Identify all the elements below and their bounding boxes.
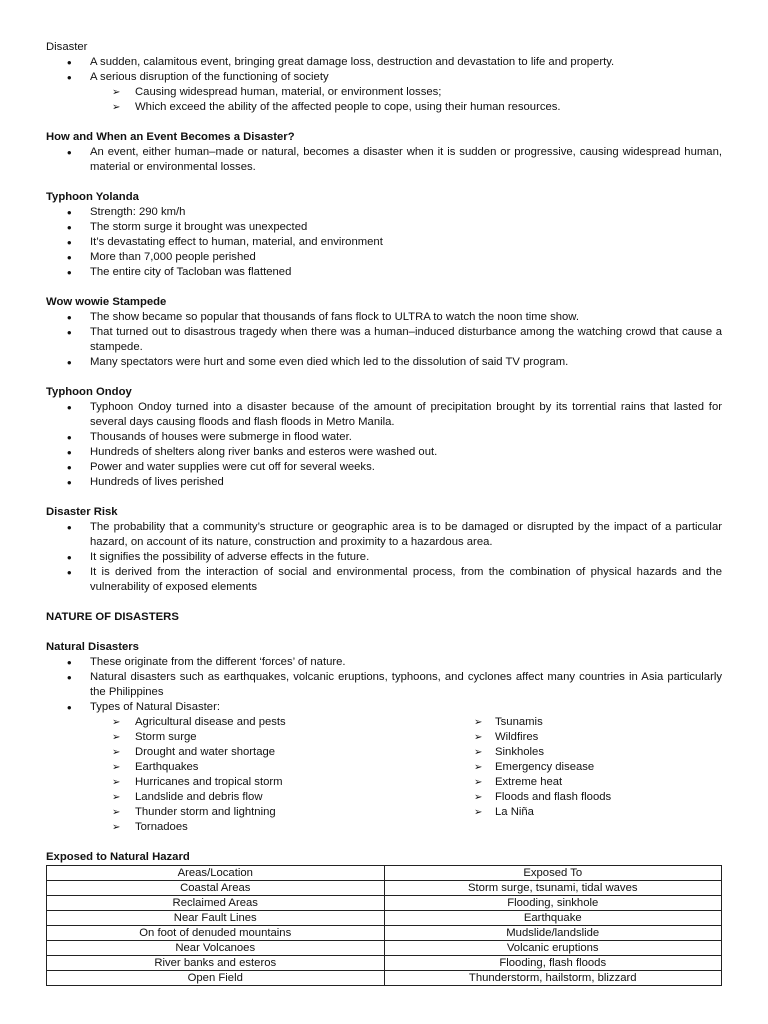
section-nature-of-disasters: [46, 610, 722, 625]
list-item: • Typhoon Ondoy turned into a disaster because of the amount of precipitation brought by its torrential rains that lasted for several days causing floods and flash floods in Metro Manila.: [46, 400, 722, 430]
section-title: How and When an Event Becomes a Disaster?: [46, 131, 295, 143]
list-item: • More than 7,000 people perished: [46, 250, 722, 265]
section-disaster-risk: [46, 505, 722, 595]
table-cell: Flooding, sinkhole: [384, 896, 722, 911]
section-title: Typhoon Ondoy: [46, 386, 132, 398]
list-item: • The show became so popular that thousands of fans flock to ULTRA to watch the noon time show.: [46, 310, 722, 325]
sub-list-item: ➢ Causing widespread human, material, or environment losses;: [46, 85, 722, 100]
section-wowowie-stampede: [46, 295, 722, 370]
section-disaster: [46, 40, 722, 115]
bullet-list: [46, 520, 722, 595]
exposure-table: [46, 865, 722, 986]
list-item: • The storm surge it brought was unexpected: [46, 220, 722, 235]
list-item: • Power and water supplies were cut off for several weeks.: [46, 460, 722, 475]
bullet-list: [46, 400, 722, 490]
section-typhoon-ondoy: [46, 385, 722, 490]
list-item: • A sudden, calamitous event, bringing great damage loss, destruction and devastation to life and property.: [46, 55, 722, 70]
list-item: • Many spectators were hurt and some even died which led to the dissolution of said TV program.: [46, 355, 722, 370]
section-natural-disasters: [46, 640, 722, 835]
table-header-row: [47, 866, 722, 881]
list-item: • An event, either human–made or natural, becomes a disaster when it is sudden or progressive, causing widespread human, material or environmental losses.: [46, 145, 722, 175]
sub-list-item: ➢ La Niña: [452, 805, 722, 820]
sub-list-item: ➢ Hurricanes and tropical storm: [46, 775, 452, 790]
table-row: [47, 956, 722, 971]
table-cell: Flooding, flash floods: [384, 956, 722, 971]
table-row: [47, 971, 722, 986]
sub-list-item: ➢ Floods and flash floods: [452, 790, 722, 805]
sub-list-item: ➢ Emergency disease: [452, 760, 722, 775]
section-how-and-when: [46, 130, 722, 175]
table-row: [47, 881, 722, 896]
section-title: Disaster Risk: [46, 506, 118, 518]
table-row: [47, 941, 722, 956]
section-typhoon-yolanda: [46, 190, 722, 280]
disaster-types-right: [452, 715, 722, 835]
table-row: [47, 926, 722, 941]
list-item: • That turned out to disastrous tragedy when there was a human–induced disturbance among the watching crowd that cause a stampede.: [46, 325, 722, 355]
table-cell: Storm surge, tsunami, tidal waves: [384, 881, 722, 896]
table-cell: River banks and esteros: [47, 956, 385, 971]
table-cell: Earthquake: [384, 911, 722, 926]
list-item: • It’s devastating effect to human, material, and environment: [46, 235, 722, 250]
section-title: Natural Disasters: [46, 641, 139, 653]
table-cell: Reclaimed Areas: [47, 896, 385, 911]
sub-list-item: ➢ Tsunamis: [452, 715, 722, 730]
column-header: Exposed To: [384, 866, 722, 881]
section-title: NATURE OF DISASTERS: [46, 611, 179, 623]
list-item: • Hundreds of lives perished: [46, 475, 722, 490]
table-cell: Mudslide/landslide: [384, 926, 722, 941]
bullet-list: [46, 655, 722, 715]
table-cell: Open Field: [47, 971, 385, 986]
sub-list-item: ➢ Sinkholes: [452, 745, 722, 760]
section-title: Wow wowie Stampede: [46, 296, 167, 308]
table-cell: Volcanic eruptions: [384, 941, 722, 956]
table-row: [47, 911, 722, 926]
table-cell: Near Volcanoes: [47, 941, 385, 956]
table-cell: Near Fault Lines: [47, 911, 385, 926]
sub-list-item: ➢ Tornadoes: [46, 820, 452, 835]
list-item: • Natural disasters such as earthquakes, volcanic eruptions, typhoons, and cyclones affect many countries in Asia particularly the Philippines: [46, 670, 722, 700]
bullet-list: [46, 310, 722, 370]
section-title: Exposed to Natural Hazard: [46, 851, 190, 863]
list-item: • Types of Natural Disaster:: [46, 700, 722, 715]
sub-list-item: ➢ Agricultural disease and pests: [46, 715, 452, 730]
list-item: • It is derived from the interaction of social and environmental process, from the combination of physical hazards and the vulnerability of exposed elements: [46, 565, 722, 595]
list-item: • A serious disruption of the functioning of society: [46, 70, 722, 85]
sub-list-item: ➢ Thunder storm and lightning: [46, 805, 452, 820]
sub-bullet-list: [46, 85, 722, 115]
sub-list-item: ➢ Landslide and debris flow: [46, 790, 452, 805]
bullet-list: [46, 205, 722, 280]
sub-bullet-list: [46, 715, 452, 835]
bullet-list: [46, 145, 722, 175]
disaster-types-left: [46, 715, 452, 835]
sub-list-item: ➢ Extreme heat: [452, 775, 722, 790]
list-item: • Thousands of houses were submerge in flood water.: [46, 430, 722, 445]
list-item: • It signifies the possibility of adverse effects in the future.: [46, 550, 722, 565]
disaster-types-columns: [46, 715, 722, 835]
list-item: • The probability that a community’s structure or geographic area is to be damaged or disrupted by the impact of a particular hazard, on account of its nature, construction and proximity to a hazardous area.: [46, 520, 722, 550]
table-cell: On foot of denuded mountains: [47, 926, 385, 941]
sub-list-item: ➢ Drought and water shortage: [46, 745, 452, 760]
table-cell: Thunderstorm, hailstorm, blizzard: [384, 971, 722, 986]
list-item: • These originate from the different ‘forces’ of nature.: [46, 655, 722, 670]
list-item: • The entire city of Tacloban was flattened: [46, 265, 722, 280]
section-title: Disaster: [46, 41, 88, 53]
sub-bullet-list: [452, 715, 722, 820]
bullet-list: [46, 55, 722, 85]
section-title: Typhoon Yolanda: [46, 191, 139, 203]
section-exposed-to-hazard: [46, 850, 722, 986]
list-item: • Strength: 290 km/h: [46, 205, 722, 220]
sub-list-item: ➢ Wildfires: [452, 730, 722, 745]
table-cell: Coastal Areas: [47, 881, 385, 896]
column-header: Areas/Location: [47, 866, 385, 881]
table-row: [47, 896, 722, 911]
sub-list-item: ➢ Earthquakes: [46, 760, 452, 775]
list-item: • Hundreds of shelters along river banks and esteros were washed out.: [46, 445, 722, 460]
sub-list-item: ➢ Storm surge: [46, 730, 452, 745]
sub-list-item: ➢ Which exceed the ability of the affected people to cope, using their human resources.: [46, 100, 722, 115]
